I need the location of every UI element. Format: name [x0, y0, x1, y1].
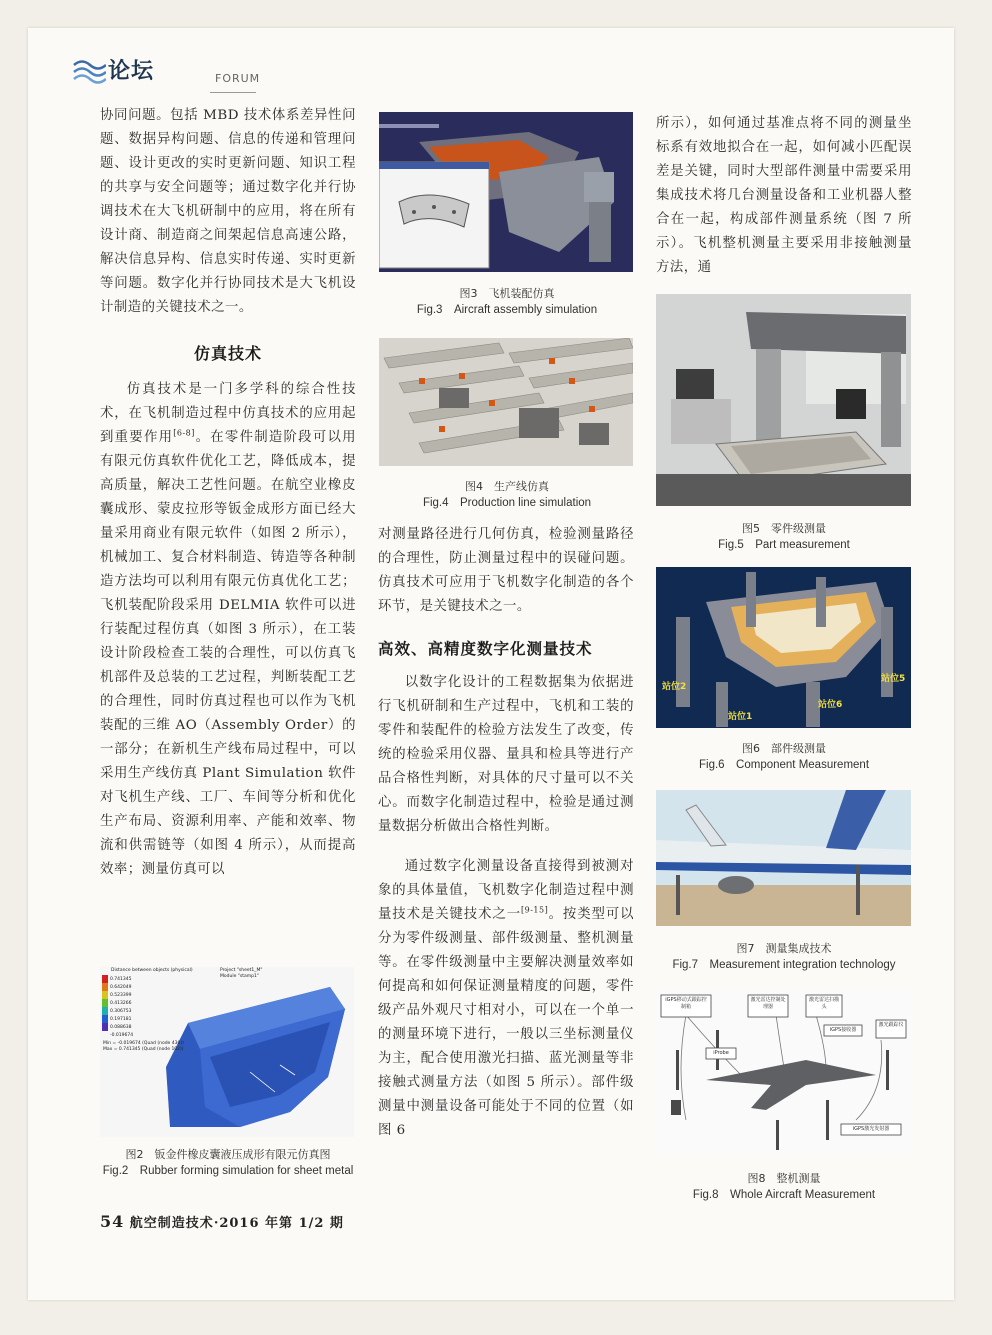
column-3 — [656, 112, 912, 280]
page-number: 54 — [100, 1212, 125, 1231]
diagram-label: iGPS移动式跟踪控制箱 — [665, 997, 707, 1010]
column-2 — [378, 523, 634, 1143]
legend-values: 0.741345 0.642049 0.523399 0.413266 0.306753 0.197181 0.088638 -0.019674 — [110, 977, 134, 1038]
diagram-label: iGPS接收器 — [829, 1027, 857, 1033]
paragraph: 所示），如何通过基准点将不同的测量坐标系有效地拟合在一起，如何减小匹配误差是关键，同时大型部件测量中需要采用集成技术将几台测量设备和工业机器人整合在一起，构成部件测量系统（图 7 所示）。飞机整机测量主要采用非接触测量方法，通 — [656, 116, 912, 275]
citation: [9-15] — [521, 905, 549, 915]
project-info: Project "sheet1_M" Module "stamp1" — [220, 968, 263, 979]
aircraft-measurement-graphic — [656, 790, 911, 926]
diagram-label: 激光跟踪仪 — [878, 1022, 904, 1028]
diagram-label: 激光雷达扫描头 — [808, 997, 839, 1010]
figure-8-caption: 图8 整机测量 Fig.8 Whole Aircraft Measurement — [692, 1172, 876, 1201]
paragraph: 协同问题。包括 MBD 技术体系差异性问题、数据异构问题、信息的传递和管理问题、设计更改的实时更新问题、知识工程的共享与安全问题等；通过数字化并行协调技术在大飞机研制中的应用，将在所有设计商、制造商之间架起信息高速公路，解决信息异构、信息实时传递、实时更新等问题。数字化并行协同技术是大飞机设计制造的关键技术之一。 — [100, 108, 356, 315]
section-title: 论坛 — [108, 58, 155, 84]
figure-3-caption: 图3 飞机装配仿真 Fig.3 Aircraft assembly simulation — [416, 287, 598, 316]
station-label: 站位5 — [881, 674, 906, 684]
section-subtitle: FORUM — [215, 72, 261, 85]
heading-measurement: 高效、高精度数字化测量技术 — [378, 640, 593, 658]
header-rule — [210, 92, 256, 93]
station-label: 站位2 — [662, 682, 687, 692]
page-footer — [100, 1212, 344, 1231]
heading-simulation: 仿真技术 — [193, 344, 262, 363]
logo-waves-icon — [72, 56, 106, 86]
diagram-label: 激光雷达控制处理器 — [750, 997, 786, 1010]
figure-2-caption: 图2 钣金件橡皮囊液压成形有限元仿真图 Fig.2 Rubber forming simulation for sheet metal — [102, 1148, 354, 1177]
section-header — [72, 50, 261, 94]
legend-notes: Min = -0.019674 (Quad (node 430)) Max = 0.741345 (Quad (node 102)) — [103, 1041, 184, 1052]
part-measurement-graphic — [656, 294, 911, 506]
figure-2-image — [100, 967, 354, 1137]
legend-title: Distance between objects (physical) — [111, 968, 193, 973]
column-1 — [100, 104, 356, 882]
figure-4-image — [379, 338, 633, 466]
citation: [6-8] — [173, 428, 195, 438]
figure-6-image — [656, 567, 911, 728]
figure-7-image — [656, 790, 911, 926]
issue-info: ·2016 年第 1/2 期 — [213, 1216, 344, 1231]
figure-8-image — [656, 990, 911, 1154]
figure-4-caption: 图4 生产线仿真 Fig.4 Production line simulation — [422, 480, 592, 509]
diagram-label: iProbe — [713, 1050, 729, 1056]
station-label: 站位1 — [728, 712, 753, 722]
figure-7-caption: 图7 测量集成技术 Fig.7 Measurement integration technology — [672, 942, 896, 971]
figure-3-image — [379, 112, 633, 272]
figure-6-caption: 图6 部件级测量 Fig.6 Component Measurement — [698, 742, 870, 771]
station-label: 站位6 — [818, 700, 843, 710]
journal-name: 航空制造技术 — [129, 1216, 214, 1231]
figure-5-caption: 图5 零件级测量 Fig.5 Part measurement — [718, 522, 850, 551]
assembly-simulation-graphic — [379, 112, 633, 272]
paragraph: 通过数字化测量设备直接得到被测对象的具体量值，飞机数字化制造过程中测量技术是关键技术之一[9-15]。按类型可以分为零件级测量、部件级测量、整机测量等。在零件级测量中主要解决测量效率如何提高和如何保证测量精度的问题，零件级产品外观尺寸相对小，可以在一个单一的测量环境下进行，一般以三坐标测量仪为主，配合使用激光扫描、蓝光测量等非接触式测量方法（如图 5 所示）。部件级测量中测量设备可能处于不同的位置（如图 6 — [378, 859, 635, 1138]
paragraph: 仿真技术是一门多学科的综合性技术，在飞机制造过程中仿真技术的应用起到重要作用[6-8]。在零件制造阶段可以用有限元仿真软件优化工艺，降低成本，提高质量，解决工艺性问题。在航空业橡皮囊成形、蒙皮拉形等钣金成形方面已经大量采用商业有限元软件（如图 2 所示），机械加工、复合材料制造、铸造等各种制造方法均可以利用有限元仿真优化工艺；飞机装配阶段采用 DELMIA 软件可以进行装配过程仿真（如图 3 所示），在工装设计阶段检查工装的合理性，可以仿真飞机部件及总装的工艺过程，判断装配工艺的合理性，同时仿真过程也可以作为飞机装配的三维 AO（Assembly Order）的一部分；在新机生产线布局过程中，可以采用生产线仿真 Plant Simulation 软件对飞机生产线、工厂、车间等分析和优化生产布局、资源利用率、产能和效率、物流和供需链等（如图 4 所示），从而提高效率；测量仿真可以 — [100, 382, 357, 877]
paragraph: 以数字化设计的工程数据集为依据进行飞机研制和生产过程中，飞机和工装的零件和装配件的检验方法发生了改变，传统的检验采用仪器、量具和检具等进行产品合格性判断，对具体的尺寸量可以不关心。而数字化制造过程中，检验是通过测量数据分析做出合格性判断。 — [378, 675, 634, 834]
diagram-label: iGPS激光发射器 — [852, 1126, 890, 1132]
paragraph: 对测量路径进行几何仿真，检验测量路径的合理性，防止测量过程中的误碰问题。仿真技术可应用于飞机数字化制造的各个环节，是关键技术之一。 — [378, 527, 634, 614]
figure-5-image — [656, 294, 911, 506]
component-measurement-graphic — [656, 567, 911, 728]
production-line-graphic — [379, 338, 633, 466]
